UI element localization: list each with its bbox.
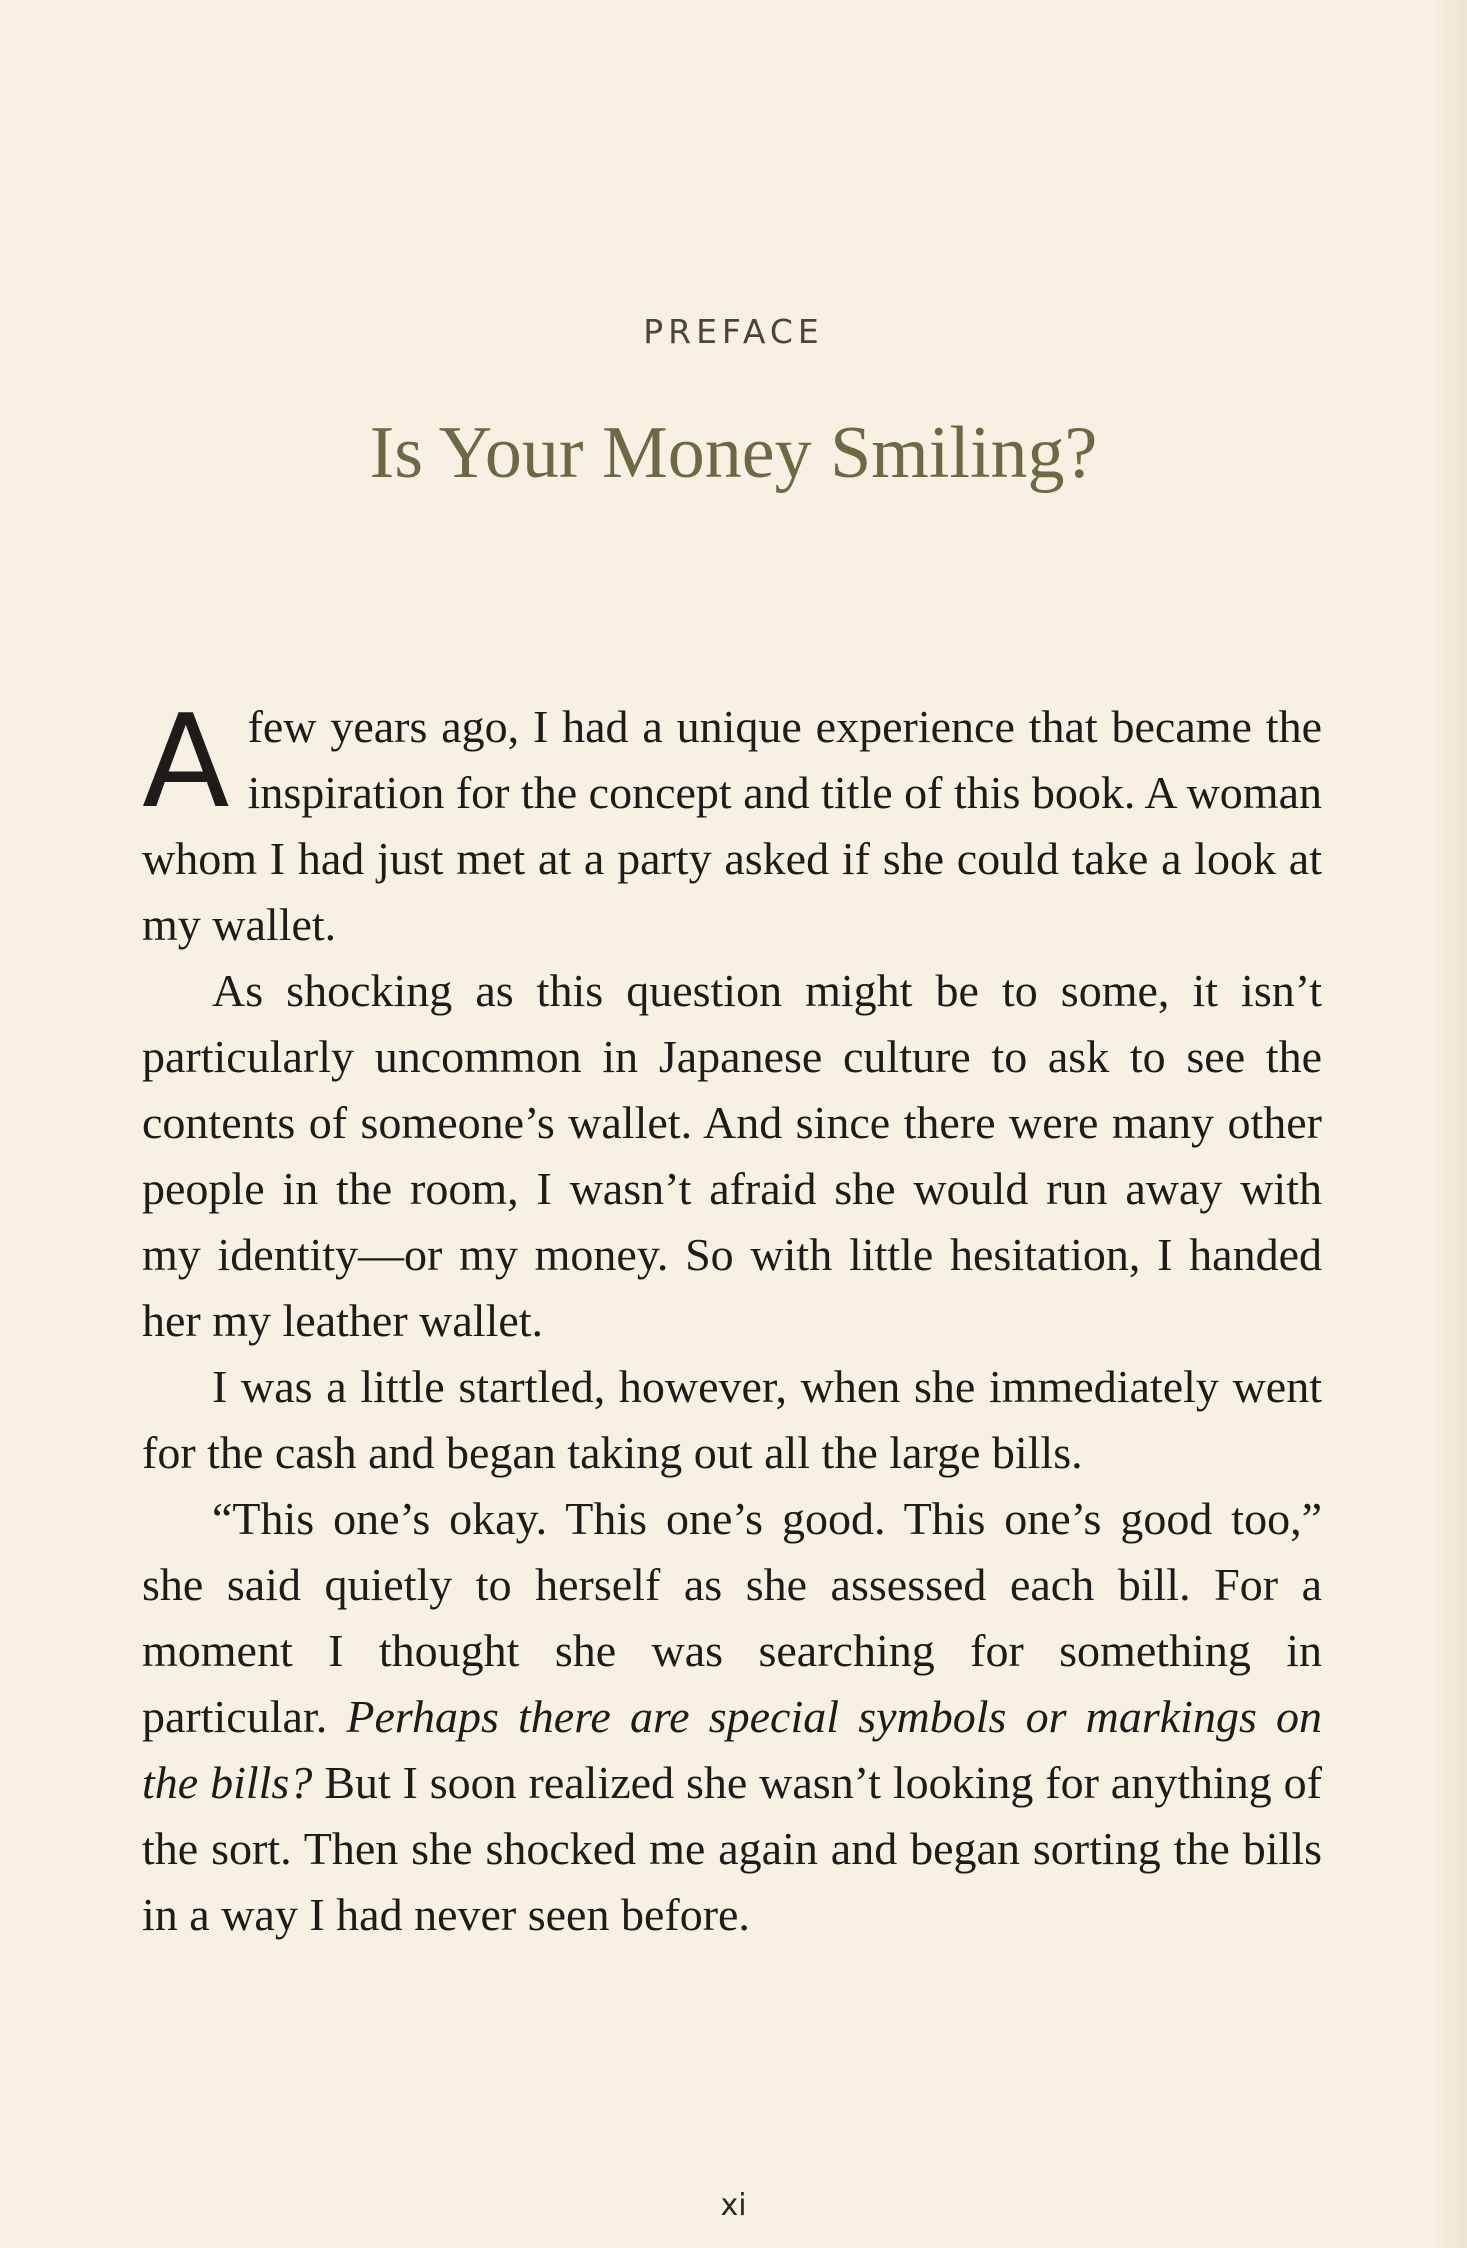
paragraph-3: I was a little startled, however, when she immediately went for the cash and began taking out all the large bills. [142, 1361, 1322, 1478]
page-number: xi [720, 2188, 747, 2223]
running-head: PREFACE [643, 312, 824, 351]
paragraph-4-italic: Perhaps there are special symbols or markings on the bills? [142, 1691, 1322, 1808]
chapter-title: Is Your Money Smiling? [369, 412, 1098, 494]
paragraph-1 [142, 688, 1322, 958]
paragraph-1-text: few years ago, I had a unique experience that became the inspiration for the concept and title of this book. A woman whom I had just met at a party asked if she could take a look at my wallet. [142, 701, 1322, 950]
paragraph-4 [142, 1486, 1322, 1948]
body-text [142, 688, 1322, 1948]
paragraph-2: As shocking as this question might be to some, it isn’t particularly uncommon in Japanese culture to ask to see the contents of someone’s wallet. And since there were many other people in the room, I wasn’t afraid she would run away with my identity—or my money. So with little hesitation, I handed her my leather wallet. [142, 965, 1322, 1346]
paragraph-4-text-b: But I soon realized she wasn’t looking for anything of the sort. Then she shocked me again and began sorting the bills in a way I had never seen before. [142, 1757, 1322, 1940]
drop-cap: A [142, 688, 230, 837]
paragraph-4-text-a: “This one’s okay. This one’s good. This one’s good too,” she said quietly to herself as she assessed each bill. For a moment I thought she was searching for something in particular. [142, 1493, 1322, 1742]
